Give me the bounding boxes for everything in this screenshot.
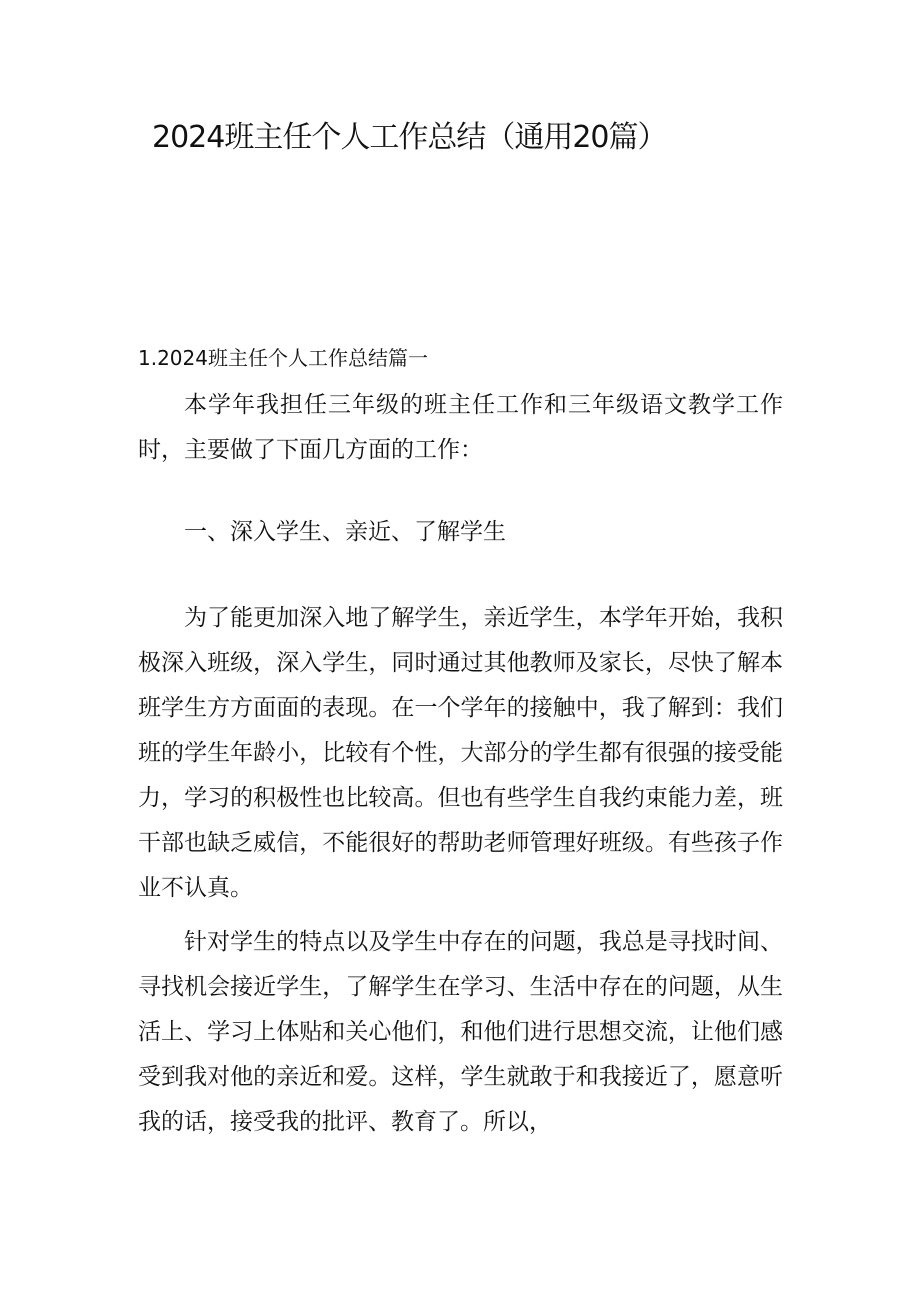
document-title: 2024班主任个人工作总结（通用20篇） [152,120,667,155]
paragraph-subheading: 一、深入学生、亲近、了解学生 [184,519,506,545]
paragraph-body: 针对学生的特点以及学生中存在的问题，我总是寻找时间、寻找机会接近学生，了解学生在学习、生活中存在的问题，从生活上、学习上体贴和关心他们，和他们进行思想交流，让他们感受到我对他的亲近和爱。这样，学生就敢于和我接近了，愿意听我的话，接受我的批评、教育了。所以， [138,929,783,1135]
section-heading: 1.2024班主任个人工作总结篇一 [138,346,428,370]
paragraph-body: 为了能更加深入地了解学生，亲近学生，本学年开始，我积极深入班级，深入学生，同时通过其他教师及家长，尽快了解本班学生方方面面的表现。在一个学年的接触中，我了解到：我们班的学生年龄小，比较有个性，大部分的学生都有很强的接受能力，学习的积极性也比较高。但也有些学生自我约束能力差，班干部也缺乏威信，不能很好的帮助老师管理好班级。有些孩子作业不认真。 [138,605,783,901]
paragraph-intro: 本学年我担任三年级的班主任工作和三年级语文教学工作时，主要做了下面几方面的工作： [138,392,783,463]
